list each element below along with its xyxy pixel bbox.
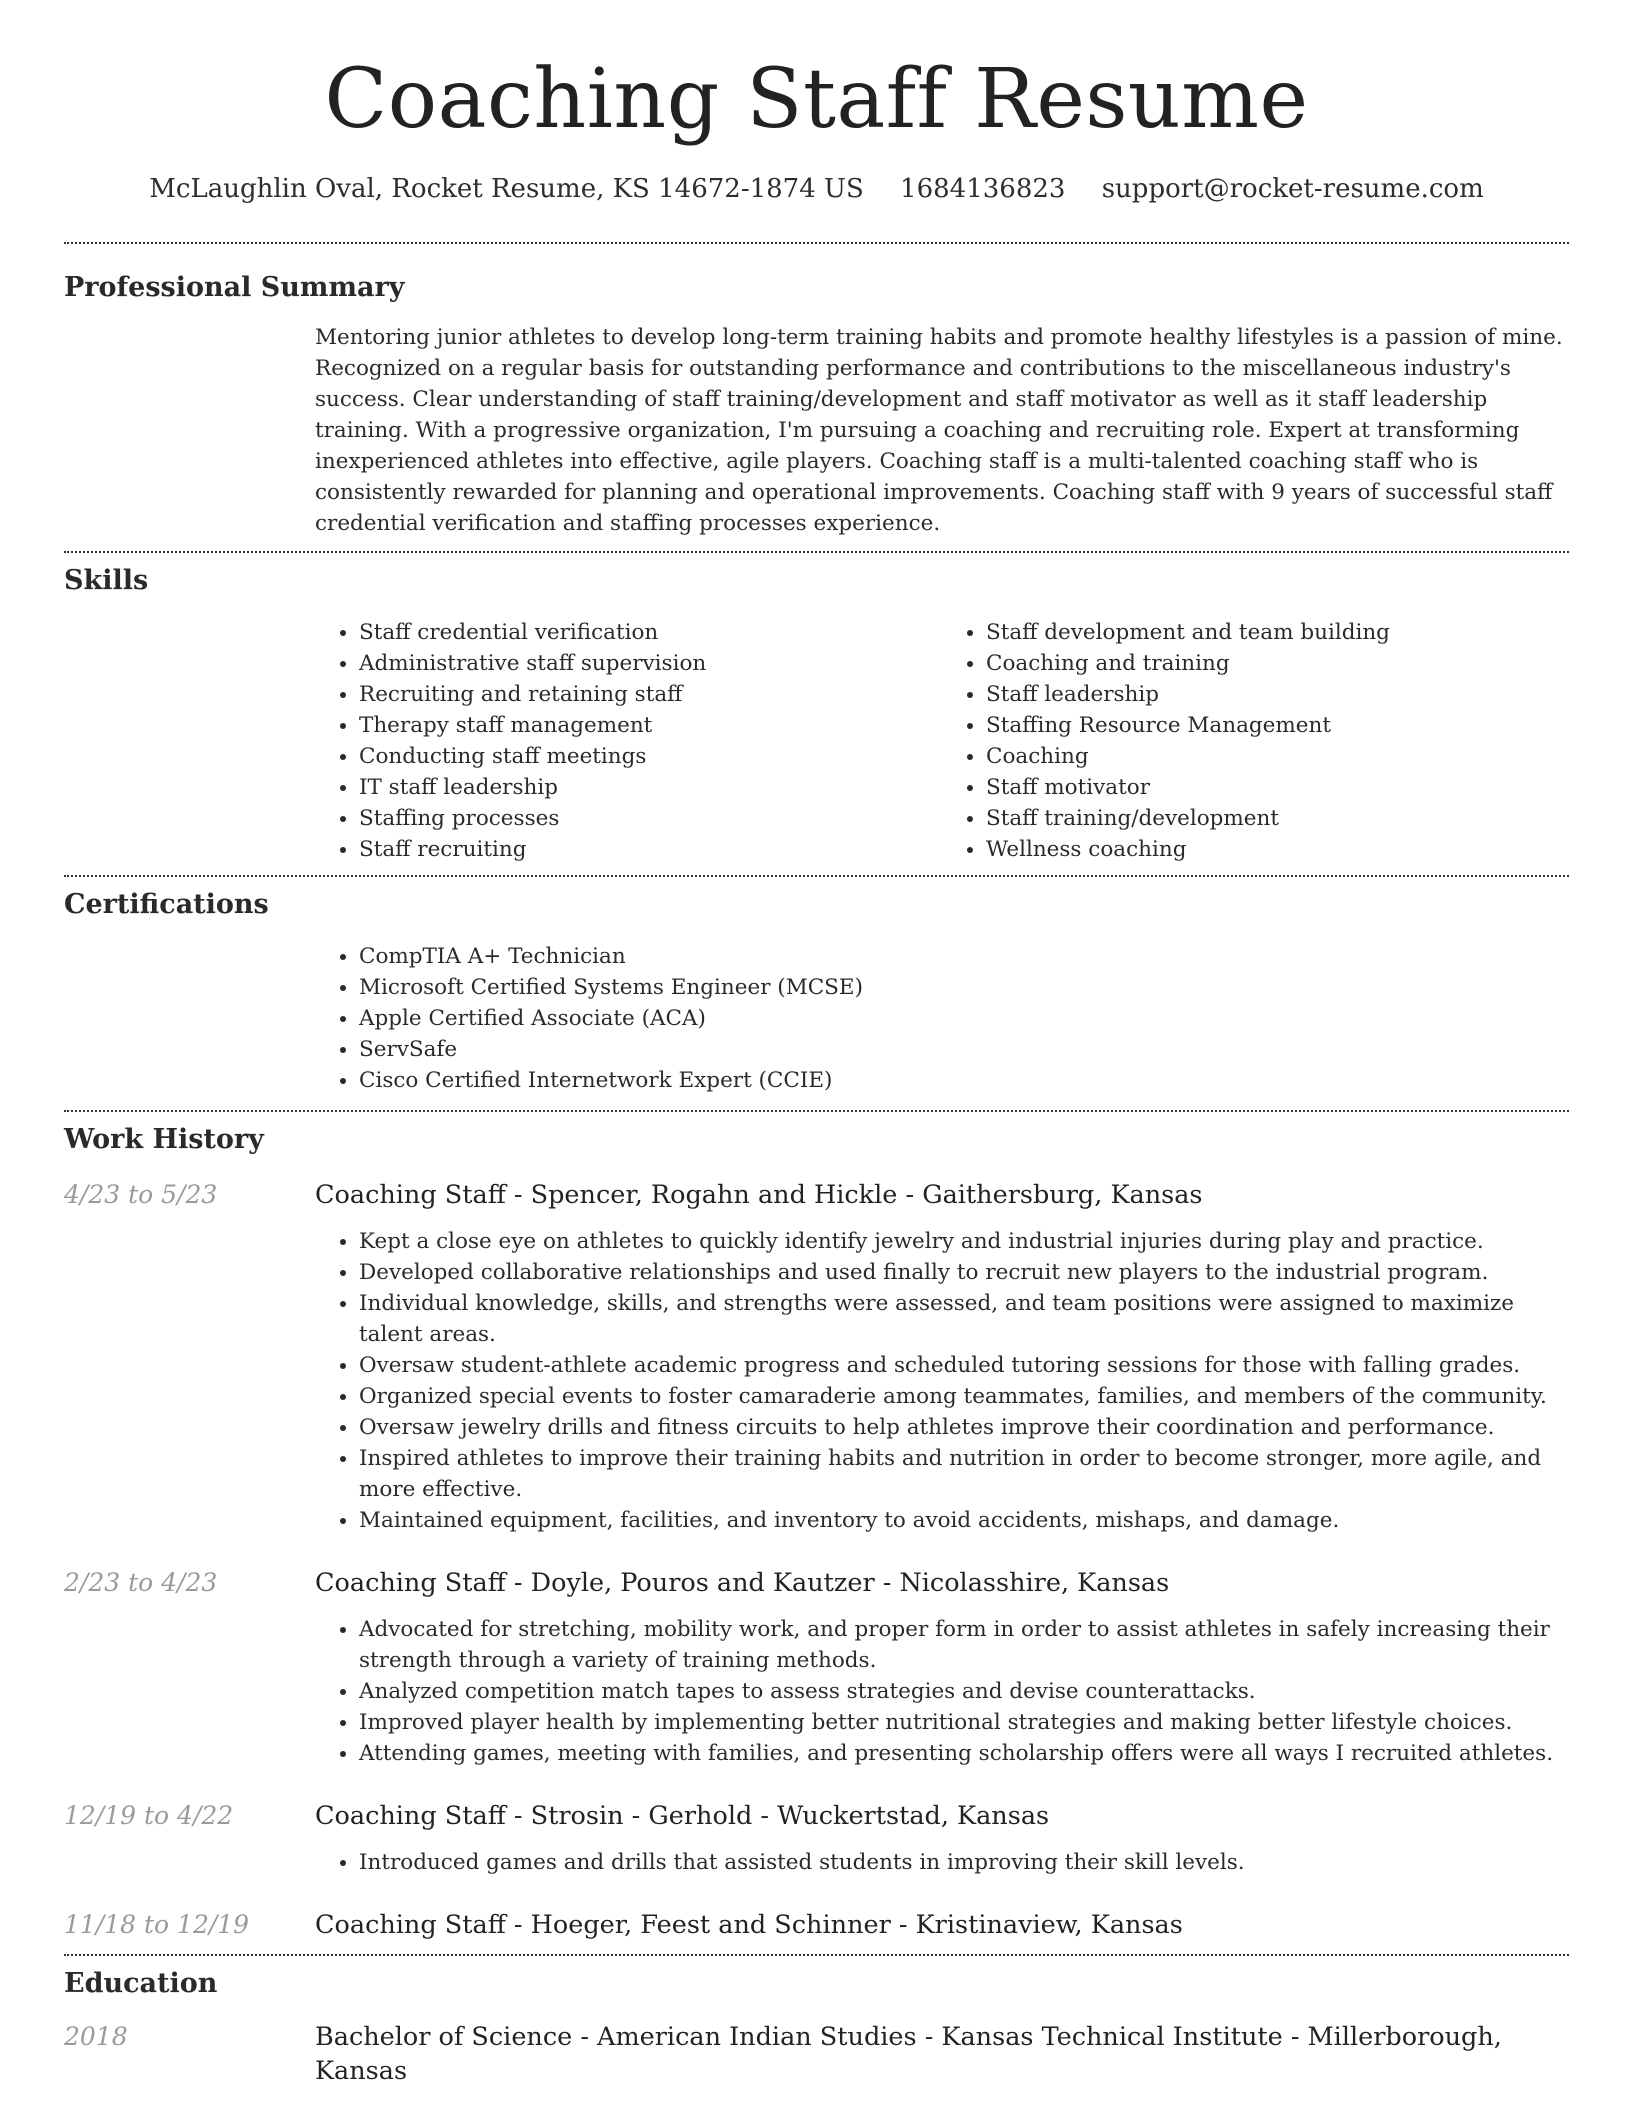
- certification-item: • Apple Certified Associate (ACA): [359, 1003, 1569, 1034]
- job-header: [64, 1566, 1569, 1600]
- job-entry: [64, 1178, 1569, 1536]
- job-header: [64, 1908, 1569, 1942]
- job-title: Coaching Staff - Doyle, Pouros and Kautzer - Nicolasshire, Kansas: [315, 1568, 1170, 1598]
- job-bullets: [315, 1614, 1569, 1769]
- skills-list-left: [315, 617, 942, 865]
- job-title: Coaching Staff - Hoeger, Feest and Schinner - Kristinaview, Kansas: [315, 1910, 1183, 1940]
- job-bullet: • Attending games, meeting with families, and presenting scholarship offers were all ways I recruited athletes.: [359, 1738, 1569, 1769]
- skill-item: • Staff leadership: [986, 679, 1569, 710]
- job-bullets: [315, 1847, 1569, 1878]
- skill-item: • Staff training/development: [986, 803, 1569, 834]
- job-bullet: • Introduced games and drills that assisted students in improving their skill levels.: [359, 1847, 1569, 1878]
- skills-heading: Skills: [64, 565, 149, 596]
- job-entry: [64, 1566, 1569, 1769]
- contact-line: [64, 172, 1569, 206]
- job-dates: 11/18 to 12/19: [64, 1910, 250, 1939]
- job-header: [64, 1799, 1569, 1833]
- skill-item: • Conducting staff meetings: [359, 741, 942, 772]
- job-dates: 2/23 to 4/23: [64, 1568, 218, 1597]
- education-heading: Education: [64, 1968, 218, 1999]
- skill-item: • Staff credential verification: [359, 617, 942, 648]
- job-bullet: • Advocated for stretching, mobility work, and proper form in order to assist athletes in safely increasing their strength through a variety of training methods.: [359, 1614, 1569, 1676]
- skill-item: • Staff motivator: [986, 772, 1569, 803]
- skill-item: • Coaching: [986, 741, 1569, 772]
- contact-email: support@rocket-resume.com: [1101, 174, 1484, 204]
- job-bullet: • Individual knowledge, skills, and strengths were assessed, and team positions were assigned to maximize talent areas.: [359, 1288, 1569, 1350]
- skill-item: • IT staff leadership: [359, 772, 942, 803]
- skill-item: • Administrative staff supervision: [359, 648, 942, 679]
- job-bullets: [315, 1226, 1569, 1536]
- contact-phone: 1684136823: [900, 174, 1066, 204]
- job-title: Coaching Staff - Spencer, Rogahn and Hickle - Gaithersburg, Kansas: [315, 1180, 1203, 1210]
- certification-item: • Microsoft Certified Systems Engineer (MCSE): [359, 972, 1569, 1003]
- job-bullet: • Organized special events to foster camaraderie among teammates, families, and members of the community.: [359, 1381, 1569, 1412]
- summary-heading: Professional Summary: [64, 272, 405, 303]
- skill-item: • Coaching and training: [986, 648, 1569, 679]
- contact-address: McLaughlin Oval, Rocket Resume, KS 14672-1874 US: [149, 174, 864, 204]
- certifications-list: [315, 941, 1569, 1096]
- education-title: Bachelor of Science - American Indian Studies - Kansas Technical Institute - Millerborough, Kansas: [315, 2022, 1502, 2086]
- skill-item: • Wellness coaching: [986, 834, 1569, 865]
- job-header: [64, 1178, 1569, 1212]
- resume-title: Coaching Staff Resume: [324, 52, 1309, 147]
- summary-text: Mentoring junior athletes to develop long-term training habits and promote healthy lifestyles is a passion of mine. Recognized on a regular basis for outstanding performance and contributions to the miscellaneous industry's success. Clear understanding of staff training/development and staff motivator as well as it staff leadership training. With a progressive organization, I'm pursuing a coaching and recruiting role. Expert at transforming inexperienced athletes into effective, agile players. Coaching staff is a multi-talented coaching staff who is consistently rewarded for planning and operational improvements. Coaching staff with 9 years of successful staff credential verification and staffing processes experience.: [315, 325, 1563, 536]
- job-title: Coaching Staff - Strosin - Gerhold - Wuckertstad, Kansas: [315, 1801, 1050, 1831]
- job-bullet: • Developed collaborative relationships and used finally to recruit new players to the industrial program.: [359, 1257, 1569, 1288]
- skills-list-right: [942, 617, 1569, 865]
- education-entry: [64, 2020, 1569, 2088]
- certification-item: • CompTIA A+ Technician: [359, 941, 1569, 972]
- skill-item: • Therapy staff management: [359, 710, 942, 741]
- job-entry: [64, 1799, 1569, 1878]
- certifications-section: [64, 877, 1569, 1110]
- job-bullet: • Inspired athletes to improve their training habits and nutrition in order to become stronger, more agile, and more effective.: [359, 1443, 1569, 1505]
- education-year: 2018: [64, 2022, 128, 2051]
- certification-item: • ServSafe: [359, 1034, 1569, 1065]
- job-entry: [64, 1908, 1569, 1954]
- job-bullet: • Oversaw student-athlete academic progress and scheduled tutoring sessions for those with falling grades.: [359, 1350, 1569, 1381]
- work-history-heading: Work History: [64, 1124, 264, 1155]
- job-bullet: • Oversaw jewelry drills and fitness circuits to help athletes improve their coordination and performance.: [359, 1412, 1569, 1443]
- skill-item: • Staff recruiting: [359, 834, 942, 865]
- work-history-section: [64, 1112, 1569, 1954]
- skill-item: • Recruiting and retaining staff: [359, 679, 942, 710]
- skill-item: • Staff development and team building: [986, 617, 1569, 648]
- job-dates: 12/19 to 4/22: [64, 1801, 234, 1830]
- job-bullet: • Maintained equipment, facilities, and inventory to avoid accidents, mishaps, and damage.: [359, 1505, 1569, 1536]
- job-bullet: • Kept a close eye on athletes to quickly identify jewelry and industrial injuries during play and practice.: [359, 1226, 1569, 1257]
- skill-item: • Staffing Resource Management: [986, 710, 1569, 741]
- summary-section: [64, 244, 1569, 551]
- certification-item: • Cisco Certified Internetwork Expert (CCIE): [359, 1065, 1569, 1096]
- job-bullet: • Improved player health by implementing better nutritional strategies and making better lifestyle choices.: [359, 1707, 1569, 1738]
- skill-item: • Staffing processes: [359, 803, 942, 834]
- education-section: [64, 1956, 1569, 2088]
- skills-section: [64, 553, 1569, 875]
- job-bullet: • Analyzed competition match tapes to assess strategies and devise counterattacks.: [359, 1676, 1569, 1707]
- job-dates: 4/23 to 5/23: [64, 1180, 218, 1209]
- resume-page: [64, 0, 1569, 2088]
- certifications-heading: Certifications: [64, 889, 269, 920]
